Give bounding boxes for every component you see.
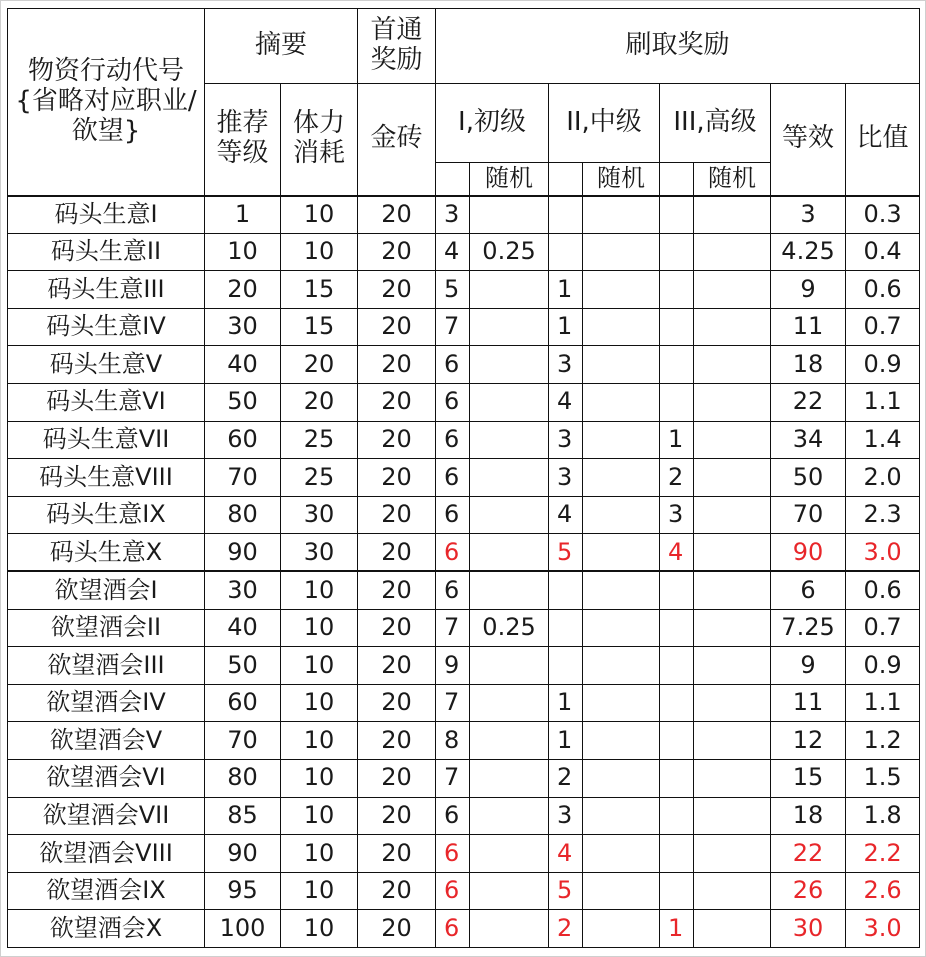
header-tier-2-fixed	[549, 163, 583, 196]
cell-ratio: 2.0	[846, 459, 920, 497]
cell-ratio: 1.5	[846, 759, 920, 797]
cell-equivalent: 6	[771, 571, 846, 609]
cell-tier-2: 4	[549, 383, 583, 421]
header-tier-1: I,初级	[436, 84, 549, 163]
cell-tier-3	[660, 346, 694, 384]
cell-tier-1-random	[470, 459, 549, 497]
table-row	[8, 233, 920, 271]
cell-equivalent: 30	[771, 910, 846, 948]
cell-tier-3	[660, 383, 694, 421]
cell-recommended-level: 40	[205, 346, 281, 384]
cell-tier-3	[660, 872, 694, 910]
cell-operation-name: 欲望酒会VI	[8, 759, 205, 797]
cell-equivalent: 18	[771, 797, 846, 835]
cell-stamina-cost: 25	[281, 459, 358, 497]
cell-tier-3	[660, 759, 694, 797]
table-row	[8, 459, 920, 497]
cell-gold-brick: 20	[358, 459, 436, 497]
cell-tier-1-random	[470, 647, 549, 685]
cell-tier-1-random: 0.25	[470, 233, 549, 271]
header-tier-1-random: 随机	[470, 163, 549, 196]
cell-tier-1-random	[470, 571, 549, 609]
cell-equivalent: 15	[771, 759, 846, 797]
cell-equivalent: 34	[771, 421, 846, 459]
cell-ratio: 0.9	[846, 346, 920, 384]
cell-stamina-cost: 25	[281, 421, 358, 459]
cell-operation-name: 欲望酒会I	[8, 571, 205, 609]
cell-gold-brick: 20	[358, 684, 436, 722]
cell-equivalent: 50	[771, 459, 846, 497]
cell-tier-3	[660, 835, 694, 873]
cell-stamina-cost: 30	[281, 534, 358, 572]
header-first-clear: 首通奖励	[358, 9, 436, 84]
cell-gold-brick: 20	[358, 872, 436, 910]
table-row	[8, 571, 920, 609]
cell-gold-brick: 20	[358, 609, 436, 647]
cell-recommended-level: 60	[205, 421, 281, 459]
cell-tier-2-random	[583, 609, 660, 647]
cell-operation-name: 欲望酒会V	[8, 722, 205, 760]
cell-tier-1-random	[470, 872, 549, 910]
cell-tier-3: 1	[660, 421, 694, 459]
cell-tier-3	[660, 797, 694, 835]
cell-operation-name: 码头生意V	[8, 346, 205, 384]
header-tier-2: II,中级	[549, 84, 660, 163]
cell-tier-3	[660, 609, 694, 647]
table-row	[8, 872, 920, 910]
table-row	[8, 383, 920, 421]
cell-tier-1-random	[470, 835, 549, 873]
cell-equivalent: 12	[771, 722, 846, 760]
cell-tier-1: 6	[436, 421, 470, 459]
cell-tier-1: 5	[436, 271, 470, 309]
cell-ratio: 2.3	[846, 496, 920, 534]
cell-ratio: 1.2	[846, 722, 920, 760]
cell-gold-brick: 20	[358, 910, 436, 948]
cell-stamina-cost: 10	[281, 684, 358, 722]
cell-tier-2-random	[583, 421, 660, 459]
cell-gold-brick: 20	[358, 797, 436, 835]
header-row-1	[8, 9, 920, 84]
cell-tier-1: 7	[436, 308, 470, 346]
cell-tier-1: 6	[436, 534, 470, 572]
cell-operation-name: 欲望酒会III	[8, 647, 205, 685]
cell-tier-2: 1	[549, 722, 583, 760]
cell-recommended-level: 30	[205, 308, 281, 346]
cell-ratio: 0.6	[846, 571, 920, 609]
cell-ratio: 0.7	[846, 609, 920, 647]
cell-tier-1-random	[470, 196, 549, 234]
cell-tier-2-random	[583, 271, 660, 309]
cell-equivalent: 9	[771, 271, 846, 309]
cell-stamina-cost: 10	[281, 722, 358, 760]
cell-operation-name: 码头生意VIII	[8, 459, 205, 497]
cell-tier-3-random	[694, 910, 771, 948]
cell-stamina-cost: 15	[281, 271, 358, 309]
cell-ratio: 0.6	[846, 271, 920, 309]
header-farm-reward: 刷取奖励	[436, 9, 920, 84]
cell-gold-brick: 20	[358, 722, 436, 760]
cell-gold-brick: 20	[358, 496, 436, 534]
header-tier-1-fixed	[436, 163, 470, 196]
cell-tier-2	[549, 196, 583, 234]
cell-tier-1-random	[470, 421, 549, 459]
cell-gold-brick: 20	[358, 196, 436, 234]
table-row	[8, 196, 920, 234]
cell-tier-1: 7	[436, 759, 470, 797]
cell-recommended-level: 70	[205, 722, 281, 760]
table-row	[8, 534, 920, 572]
cell-ratio: 1.8	[846, 797, 920, 835]
cell-tier-2-random	[583, 196, 660, 234]
cell-recommended-level: 60	[205, 684, 281, 722]
cell-tier-2-random	[583, 647, 660, 685]
cell-operation-name: 欲望酒会IV	[8, 684, 205, 722]
cell-stamina-cost: 10	[281, 759, 358, 797]
cell-tier-2: 2	[549, 910, 583, 948]
cell-tier-3: 1	[660, 910, 694, 948]
cell-tier-2-random	[583, 233, 660, 271]
cell-tier-1-random	[470, 722, 549, 760]
cell-tier-2-random	[583, 459, 660, 497]
cell-ratio: 1.4	[846, 421, 920, 459]
cell-recommended-level: 30	[205, 571, 281, 609]
cell-stamina-cost: 10	[281, 910, 358, 948]
cell-tier-2-random	[583, 797, 660, 835]
cell-recommended-level: 1	[205, 196, 281, 234]
cell-tier-2: 3	[549, 459, 583, 497]
cell-ratio: 3.0	[846, 910, 920, 948]
cell-tier-1: 7	[436, 609, 470, 647]
cell-operation-name: 欲望酒会VIII	[8, 835, 205, 873]
cell-tier-1: 6	[436, 910, 470, 948]
cell-equivalent: 3	[771, 196, 846, 234]
cell-tier-1-random	[470, 684, 549, 722]
cell-ratio: 2.2	[846, 835, 920, 873]
cell-operation-name: 码头生意X	[8, 534, 205, 572]
cell-tier-3-random	[694, 196, 771, 234]
header-tier-2-random: 随机	[583, 163, 660, 196]
cell-tier-3	[660, 571, 694, 609]
cell-tier-2-random	[583, 308, 660, 346]
cell-stamina-cost: 10	[281, 835, 358, 873]
cell-tier-2-random	[583, 910, 660, 948]
reward-table	[7, 8, 920, 948]
header-ratio: 比值	[846, 84, 920, 196]
cell-tier-1: 7	[436, 684, 470, 722]
cell-gold-brick: 20	[358, 835, 436, 873]
cell-tier-1: 6	[436, 459, 470, 497]
cell-tier-1: 9	[436, 647, 470, 685]
table-row	[8, 421, 920, 459]
cell-tier-3-random	[694, 571, 771, 609]
table-row	[8, 835, 920, 873]
cell-tier-3	[660, 271, 694, 309]
cell-tier-3-random	[694, 496, 771, 534]
cell-stamina-cost: 10	[281, 797, 358, 835]
cell-tier-2: 3	[549, 797, 583, 835]
cell-tier-3-random	[694, 308, 771, 346]
cell-tier-1-random	[470, 383, 549, 421]
table-row	[8, 346, 920, 384]
cell-equivalent: 11	[771, 308, 846, 346]
cell-tier-2: 3	[549, 346, 583, 384]
cell-tier-3-random	[694, 421, 771, 459]
cell-operation-name: 欲望酒会IX	[8, 872, 205, 910]
cell-tier-1: 6	[436, 346, 470, 384]
cell-tier-3	[660, 233, 694, 271]
cell-tier-1-random	[470, 534, 549, 572]
table-row	[8, 609, 920, 647]
cell-recommended-level: 90	[205, 534, 281, 572]
cell-tier-3	[660, 308, 694, 346]
header-gold-brick: 金砖	[358, 84, 436, 196]
cell-gold-brick: 20	[358, 346, 436, 384]
cell-tier-3-random	[694, 233, 771, 271]
cell-equivalent: 90	[771, 534, 846, 572]
cell-tier-3-random	[694, 797, 771, 835]
cell-stamina-cost: 20	[281, 383, 358, 421]
header-operation-name: 物资行动代号{省略对应职业/欲望}	[8, 9, 205, 196]
cell-stamina-cost: 30	[281, 496, 358, 534]
cell-tier-2	[549, 609, 583, 647]
cell-recommended-level: 100	[205, 910, 281, 948]
cell-tier-2	[549, 233, 583, 271]
cell-gold-brick: 20	[358, 271, 436, 309]
cell-equivalent: 26	[771, 872, 846, 910]
cell-tier-3-random	[694, 534, 771, 572]
cell-stamina-cost: 15	[281, 308, 358, 346]
cell-tier-1-random	[470, 910, 549, 948]
table-row	[8, 308, 920, 346]
cell-operation-name: 欲望酒会II	[8, 609, 205, 647]
cell-tier-2: 5	[549, 534, 583, 572]
cell-operation-name: 码头生意IV	[8, 308, 205, 346]
cell-tier-1-random	[470, 271, 549, 309]
cell-tier-2	[549, 647, 583, 685]
cell-tier-1-random: 0.25	[470, 609, 549, 647]
cell-operation-name: 码头生意III	[8, 271, 205, 309]
cell-tier-3-random	[694, 684, 771, 722]
cell-tier-1: 6	[436, 797, 470, 835]
cell-tier-2-random	[583, 496, 660, 534]
cell-tier-1: 4	[436, 233, 470, 271]
cell-tier-2-random	[583, 835, 660, 873]
cell-gold-brick: 20	[358, 647, 436, 685]
cell-equivalent: 4.25	[771, 233, 846, 271]
cell-recommended-level: 10	[205, 233, 281, 271]
cell-equivalent: 22	[771, 835, 846, 873]
cell-tier-3-random	[694, 722, 771, 760]
table-row	[8, 910, 920, 948]
cell-tier-1-random	[470, 797, 549, 835]
table-row	[8, 496, 920, 534]
cell-operation-name: 码头生意VII	[8, 421, 205, 459]
cell-tier-3-random	[694, 271, 771, 309]
cell-ratio: 1.1	[846, 684, 920, 722]
cell-tier-2-random	[583, 684, 660, 722]
cell-recommended-level: 85	[205, 797, 281, 835]
cell-tier-3-random	[694, 872, 771, 910]
cell-recommended-level: 20	[205, 271, 281, 309]
header-equivalent: 等效	[771, 84, 846, 196]
header-recommended-level: 推荐等级	[205, 84, 281, 196]
header-stamina-cost: 体力消耗	[281, 84, 358, 196]
table-row	[8, 759, 920, 797]
cell-operation-name: 码头生意VI	[8, 383, 205, 421]
cell-recommended-level: 80	[205, 759, 281, 797]
cell-tier-1: 8	[436, 722, 470, 760]
cell-tier-3	[660, 196, 694, 234]
cell-tier-2: 1	[549, 271, 583, 309]
table-row	[8, 647, 920, 685]
cell-tier-3-random	[694, 609, 771, 647]
cell-operation-name: 码头生意I	[8, 196, 205, 234]
cell-stamina-cost: 10	[281, 233, 358, 271]
cell-tier-1-random	[470, 346, 549, 384]
header-tier-3-random: 随机	[694, 163, 771, 196]
cell-ratio: 0.3	[846, 196, 920, 234]
cell-tier-1-random	[470, 496, 549, 534]
cell-tier-3-random	[694, 346, 771, 384]
cell-tier-3-random	[694, 759, 771, 797]
cell-recommended-level: 40	[205, 609, 281, 647]
cell-gold-brick: 20	[358, 383, 436, 421]
cell-tier-3	[660, 647, 694, 685]
cell-tier-1-random	[470, 308, 549, 346]
cell-equivalent: 7.25	[771, 609, 846, 647]
cell-tier-3	[660, 684, 694, 722]
cell-tier-3: 3	[660, 496, 694, 534]
cell-stamina-cost: 20	[281, 346, 358, 384]
cell-stamina-cost: 10	[281, 647, 358, 685]
cell-tier-3-random	[694, 835, 771, 873]
cell-operation-name: 码头生意II	[8, 233, 205, 271]
cell-recommended-level: 50	[205, 647, 281, 685]
cell-gold-brick: 20	[358, 421, 436, 459]
cell-equivalent: 22	[771, 383, 846, 421]
cell-ratio: 3.0	[846, 534, 920, 572]
cell-tier-2-random	[583, 534, 660, 572]
cell-tier-2	[549, 571, 583, 609]
cell-stamina-cost: 10	[281, 196, 358, 234]
cell-tier-2: 2	[549, 759, 583, 797]
cell-stamina-cost: 10	[281, 571, 358, 609]
cell-stamina-cost: 10	[281, 872, 358, 910]
table-row	[8, 797, 920, 835]
cell-gold-brick: 20	[358, 308, 436, 346]
cell-equivalent: 18	[771, 346, 846, 384]
cell-tier-3-random	[694, 383, 771, 421]
cell-tier-1: 6	[436, 496, 470, 534]
cell-ratio: 0.9	[846, 647, 920, 685]
cell-recommended-level: 70	[205, 459, 281, 497]
cell-tier-2: 4	[549, 835, 583, 873]
header-tier-3-fixed	[660, 163, 694, 196]
cell-recommended-level: 80	[205, 496, 281, 534]
cell-gold-brick: 20	[358, 534, 436, 572]
cell-tier-2-random	[583, 383, 660, 421]
cell-equivalent: 9	[771, 647, 846, 685]
cell-equivalent: 11	[771, 684, 846, 722]
cell-operation-name: 码头生意IX	[8, 496, 205, 534]
cell-ratio: 2.6	[846, 872, 920, 910]
cell-recommended-level: 90	[205, 835, 281, 873]
cell-tier-3: 2	[660, 459, 694, 497]
cell-tier-3: 4	[660, 534, 694, 572]
cell-tier-1: 6	[436, 571, 470, 609]
cell-tier-2-random	[583, 722, 660, 760]
cell-tier-2: 1	[549, 684, 583, 722]
cell-tier-2: 5	[549, 872, 583, 910]
cell-operation-name: 欲望酒会X	[8, 910, 205, 948]
table-row	[8, 684, 920, 722]
cell-equivalent: 70	[771, 496, 846, 534]
cell-gold-brick: 20	[358, 571, 436, 609]
header-tier-3: III,高级	[660, 84, 771, 163]
cell-recommended-level: 95	[205, 872, 281, 910]
cell-tier-1: 6	[436, 872, 470, 910]
cell-tier-2-random	[583, 872, 660, 910]
cell-tier-3-random	[694, 459, 771, 497]
cell-gold-brick: 20	[358, 233, 436, 271]
cell-operation-name: 欲望酒会VII	[8, 797, 205, 835]
cell-tier-2-random	[583, 759, 660, 797]
table-row	[8, 271, 920, 309]
cell-gold-brick: 20	[358, 759, 436, 797]
cell-tier-3-random	[694, 647, 771, 685]
cell-tier-1: 6	[436, 383, 470, 421]
cell-tier-2: 1	[549, 308, 583, 346]
cell-ratio: 1.1	[846, 383, 920, 421]
cell-tier-2-random	[583, 571, 660, 609]
cell-ratio: 0.7	[846, 308, 920, 346]
header-summary: 摘要	[205, 9, 358, 84]
cell-tier-1: 3	[436, 196, 470, 234]
cell-tier-2: 4	[549, 496, 583, 534]
cell-tier-2: 3	[549, 421, 583, 459]
cell-recommended-level: 50	[205, 383, 281, 421]
cell-tier-3	[660, 722, 694, 760]
cell-stamina-cost: 10	[281, 609, 358, 647]
cell-tier-1-random	[470, 759, 549, 797]
cell-tier-2-random	[583, 346, 660, 384]
cell-ratio: 0.4	[846, 233, 920, 271]
table-row	[8, 722, 920, 760]
cell-tier-1: 6	[436, 835, 470, 873]
